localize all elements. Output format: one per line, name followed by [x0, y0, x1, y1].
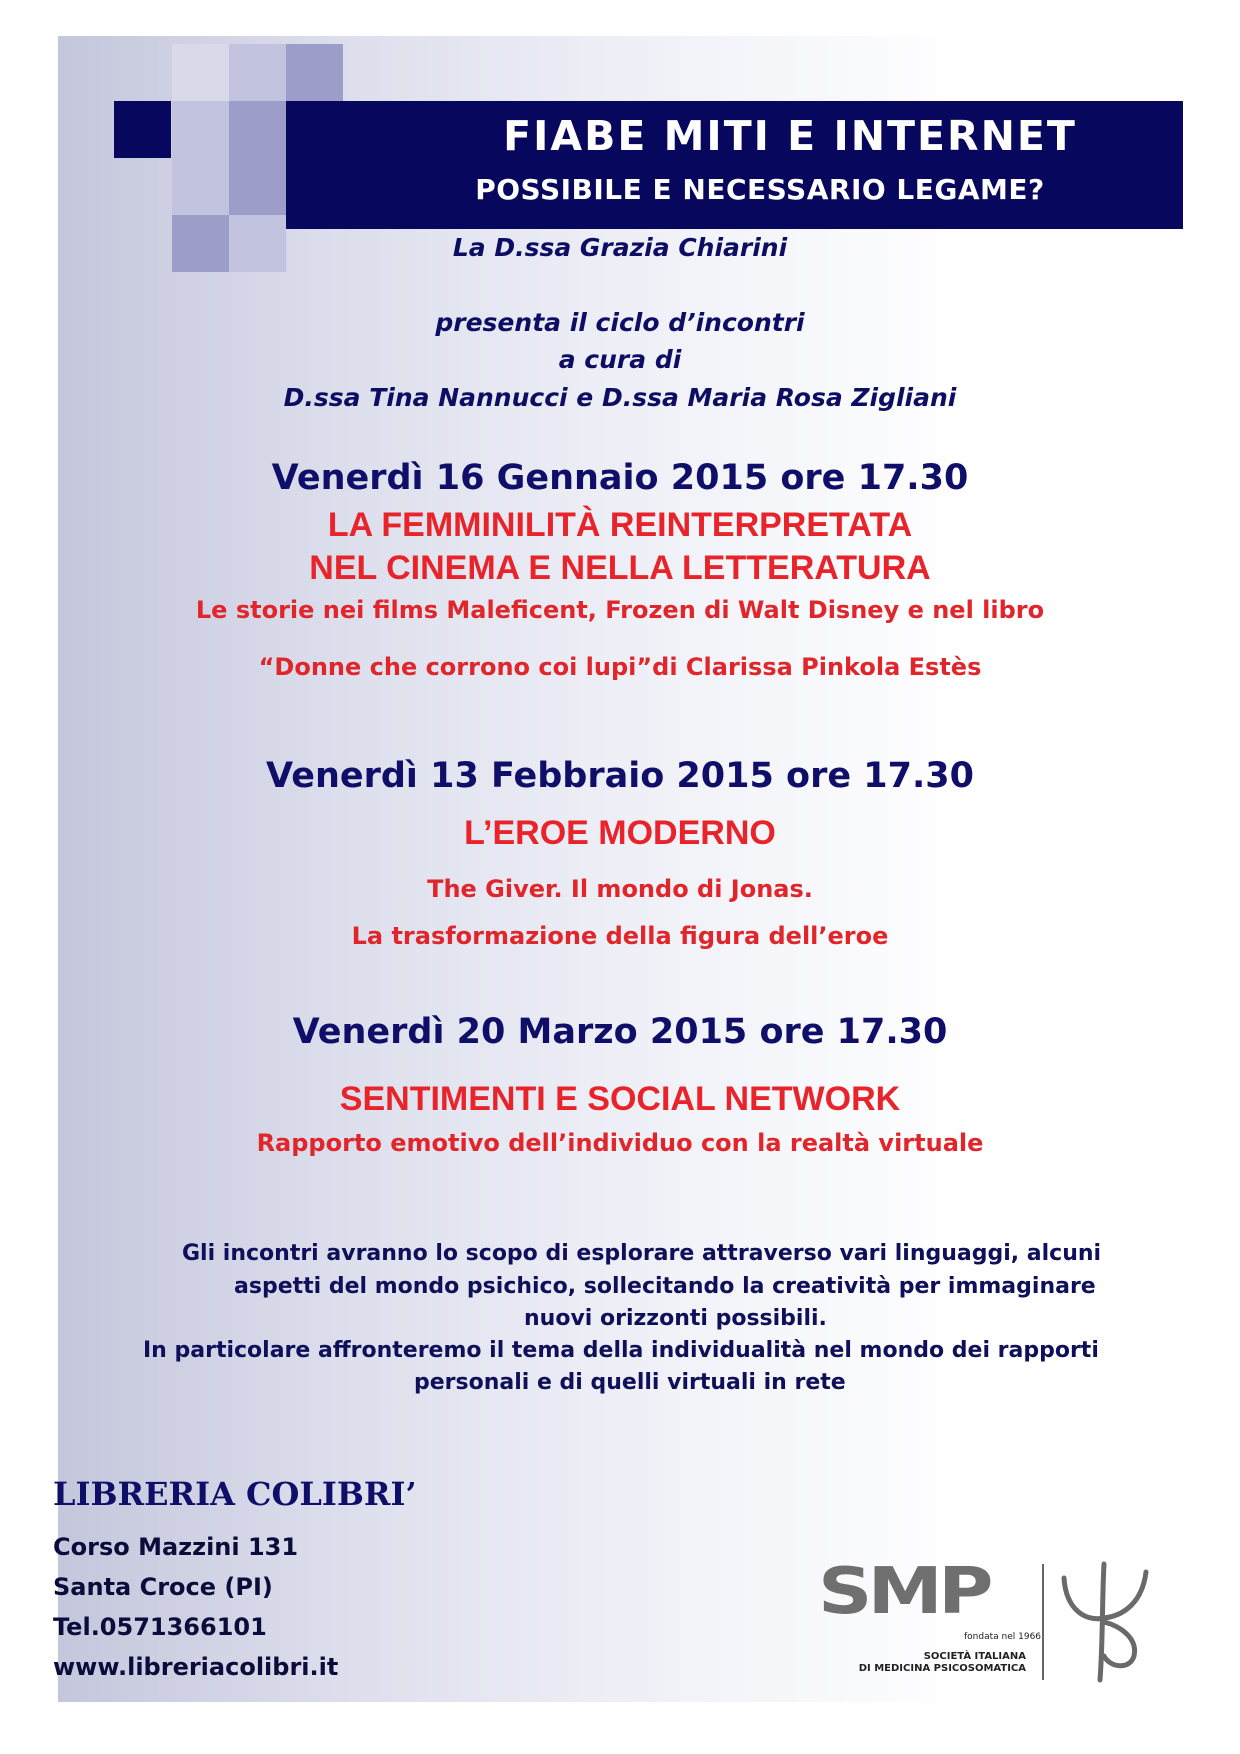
event-description: The Giver. Il mondo di Jonas.	[427, 875, 813, 903]
venue-name: LIBRERIA COLIBRI’	[53, 1475, 417, 1513]
psi-symbol-icon	[1056, 1560, 1156, 1688]
smp-organization	[859, 1651, 1026, 1675]
event-description: Rapporto emotivo dell’individuo con la realtà virtuale	[256, 1129, 984, 1157]
smp-logo	[818, 1555, 1158, 1690]
logo-divider	[1042, 1564, 1044, 1680]
event-date: Venerdì 16 Gennaio 2015 ore 17.30	[271, 458, 969, 498]
smp-org-line: DI MEDICINA PSICOSOMATICA	[858, 1663, 1026, 1674]
square-mid	[229, 101, 286, 158]
square-mid	[229, 158, 286, 215]
event-title: SENTIMENTI E SOCIAL NETWORK	[339, 1080, 901, 1118]
description-line: aspetti del mondo psichico, sollecitando la creatività per immaginare	[234, 1274, 1096, 1299]
venue-address: Corso Mazzini 131	[53, 1533, 299, 1561]
event-description: “Donne che corrono coi lupi”di Clarissa Pinkola Estès	[258, 653, 982, 681]
event-description: La trasformazione della figura dell’eroe	[351, 922, 889, 950]
event-title: LA FEMMINILITÀ REINTERPRETATA	[327, 506, 913, 544]
curators: D.ssa Tina Nannucci e D.ssa Maria Rosa Zigliani	[283, 383, 957, 412]
event-title: NEL CINEMA E NELLA LETTERATURA	[309, 549, 931, 587]
square-light	[172, 101, 229, 158]
square-dark	[114, 101, 171, 158]
poster-title: FIABE MITI E INTERNET	[503, 112, 1077, 160]
event-title: L’EROE MODERNO	[464, 814, 776, 852]
description-line: Gli incontri avranno lo scopo di esplorare attraverso vari linguaggi, alcuni	[182, 1241, 1102, 1266]
event-date: Venerdì 13 Febbraio 2015 ore 17.30	[266, 756, 974, 796]
venue-website[interactable]: www.libreriacolibri.it	[53, 1653, 339, 1681]
description-line: In particolare affronteremo il tema della individualità nel mondo dei rapporti	[143, 1338, 1099, 1363]
intro-line: a cura di	[558, 345, 682, 374]
venue-phone: Tel.0571366101	[53, 1613, 267, 1641]
smp-org-line: SOCIETÀ ITALIANA	[923, 1651, 1026, 1662]
square-light	[172, 158, 229, 215]
description-line: personali e di quelli virtuali in rete	[414, 1370, 846, 1395]
square-pale	[172, 44, 229, 101]
square-mid	[286, 44, 343, 101]
intro-line: presenta il ciclo d’incontri	[435, 308, 805, 337]
event-date: Venerdì 20 Marzo 2015 ore 17.30	[292, 1012, 948, 1052]
poster-subtitle: POSSIBILE E NECESSARIO LEGAME?	[475, 173, 1045, 206]
smp-founded: fondata nel 1966	[964, 1632, 1042, 1642]
presenter: La D.ssa Grazia Chiarini	[452, 233, 788, 262]
event-description: Le storie nei films Maleficent, Frozen di Walt Disney e nel libro	[195, 596, 1045, 624]
poster-background	[58, 36, 1175, 1702]
square-light	[229, 44, 286, 101]
venue-city: Santa Croce (PI)	[53, 1573, 273, 1601]
description-line: nuovi orizzonti possibili.	[524, 1306, 827, 1331]
smp-acronym: SMP	[818, 1555, 989, 1629]
